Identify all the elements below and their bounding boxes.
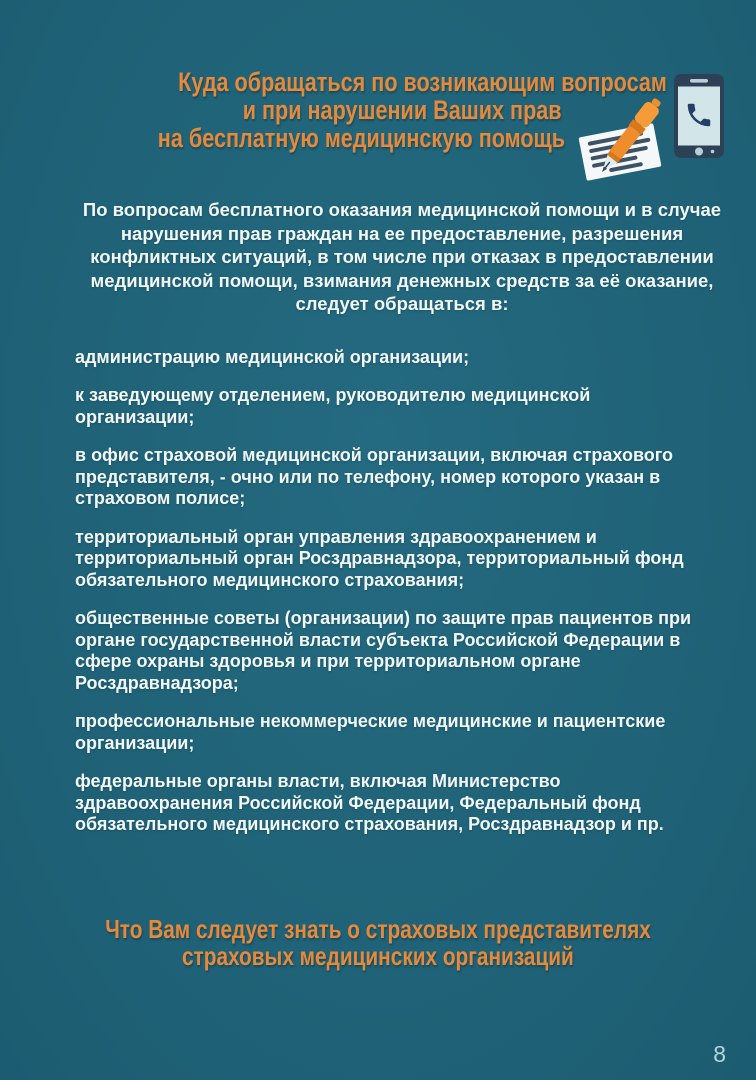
page-title-line: Куда обращаться по возникающим вопросам — [178, 67, 667, 97]
page-title-line: на бесплатную медицинскую помощь — [157, 123, 566, 153]
next-section-heading-line: Что Вам следует знать о страховых представителях — [105, 914, 651, 944]
phone-icon — [674, 74, 724, 158]
intro-paragraph: По вопросам бесплатного оказания медицинской помощи и в случае нарушения прав граждан на ее предоставление, разрешения конфликтных ситуаций, в том числе при отказах в предоставлении медицинской помощи, взимания денежных средств за её оказание, следует обращаться в: — [82, 199, 722, 314]
page-title-line: и при нарушении Ваших прав — [243, 95, 562, 125]
list-item: в офис страховой медицинской организации, включая страхового представителя, - очно или по телефону, номер которого указан в страховом полисе; — [75, 445, 674, 508]
list-item: общественные советы (организации) по защите прав пациентов при органе государственной власти субъекта Российской Федерации в сфере охраны здоровья и при территориальном органе Росздравнадзора; — [75, 608, 692, 693]
list-item: администрацию медицинской организации; — [75, 346, 470, 367]
notepad-pen-icon — [572, 96, 668, 182]
next-section-heading-line: страховых медицинских организаций — [182, 941, 574, 971]
contacts-list — [0, 347, 756, 836]
list-item: федеральные органы власти, включая Министерство здравоохранения Российской Федерации, Федеральный фонд обязательного медицинского страхования, Росздравнадзор и пр. — [75, 771, 664, 834]
list-item: к заведующему отделением, руководителю медицинской организации; — [75, 385, 591, 427]
list-item: профессиональные некоммерческие медицинские и пациентские организации; — [75, 711, 666, 753]
page-header — [0, 0, 756, 164]
list-item: территориальный орган управления здравоохранением и территориальный орган Росздравнадзора, территориальный фонд обязательного медицинского страхования; — [75, 526, 684, 590]
page-title — [56, 67, 667, 153]
next-section-heading — [0, 916, 756, 970]
page-number: 8 — [713, 1041, 726, 1067]
